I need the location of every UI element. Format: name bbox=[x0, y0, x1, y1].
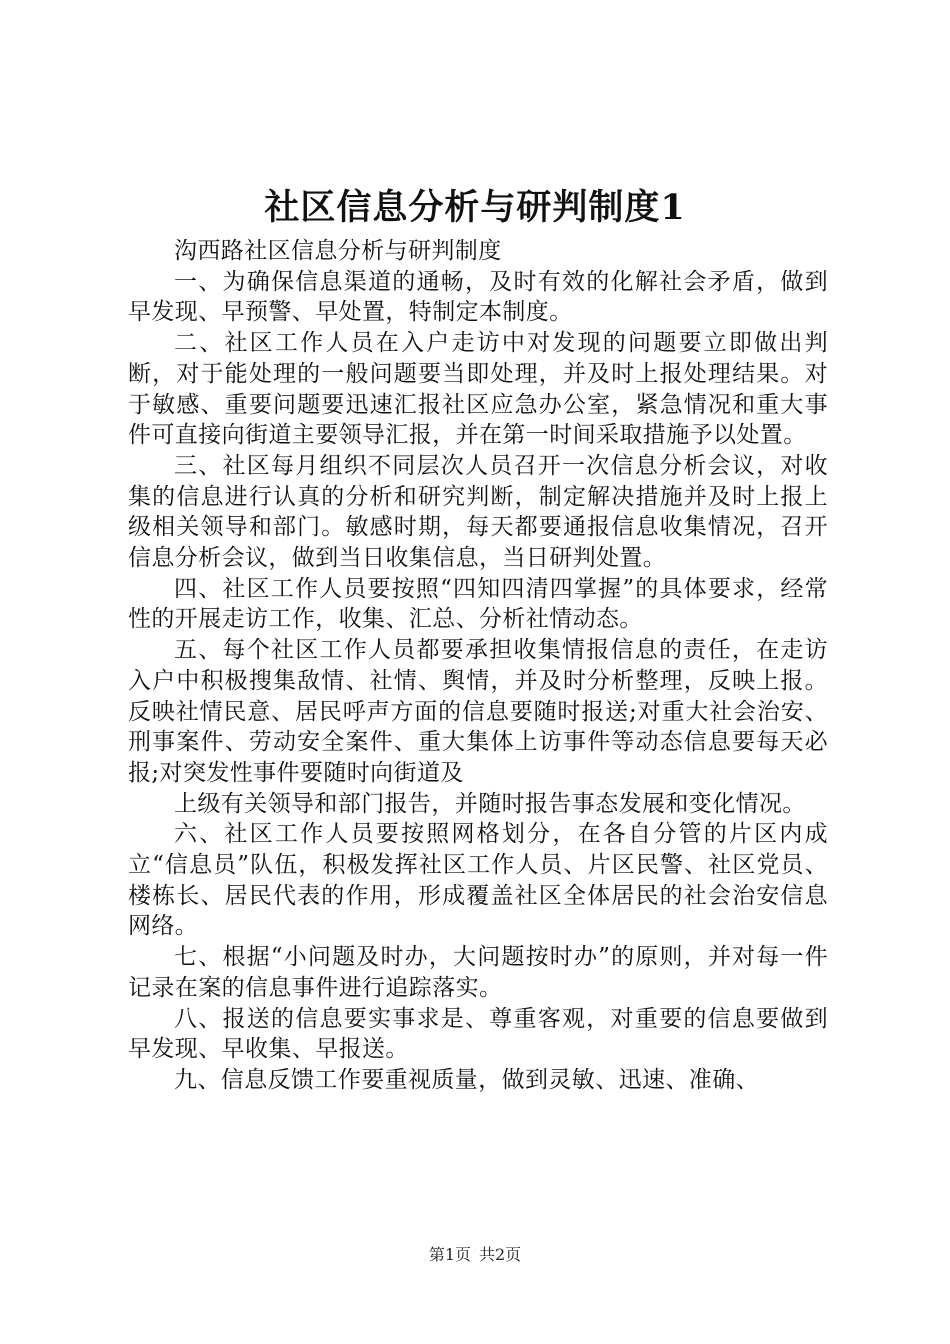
page-total: 共2页 bbox=[479, 1245, 522, 1264]
paragraph-2: 二、社区工作人员在入户走访中对发现的问题要立即做出判断，对于能处理的一般问题要当即处理，并及时上报处理结果。对于敏感、重要问题要迅速汇报社区应急办公室，紧急情况和重大事件可直接向街道主要领导汇报，并在第一时间采取措施予以处置。 bbox=[128, 330, 828, 449]
paragraph-4: 四、社区工作人员要按照“四知四清四掌握”的具体要求，经常性的开展走访工作，收集、汇总、分析社情动态。 bbox=[128, 575, 828, 633]
paragraph-1: 一、为确保信息渠道的通畅，及时有效的化解社会矛盾，做到早发现、早预警、早处置，特制定本制度。 bbox=[128, 268, 828, 326]
page-footer bbox=[0, 1243, 950, 1267]
paragraph-5: 五、每个社区工作人员都要承担收集情报信息的责任，在走访入户中积极搜集敌情、社情、舆情，并及时分析整理，反映上报。反映社情民意、居民呼声方面的信息要随时报送;对重大社会治安、刑事案件、劳动安全案件、重大集体上访事件等动态信息要每天必报;对突发性事件要随时向街道及 bbox=[128, 637, 828, 786]
paragraph-9: 九、信息反馈工作要重视质量，做到灵敏、迅速、准确、 bbox=[174, 1066, 759, 1093]
paragraph-subtitle: 沟西路社区信息分析与研判制度 bbox=[174, 238, 502, 264]
paragraph-8: 八、报送的信息要实事求是、尊重客观，对重要的信息要做到早发现、早收集、早报送。 bbox=[128, 1005, 828, 1063]
paragraph-6: 六、社区工作人员要按照网格划分，在各自分管的片区内成立“信息员”队伍，积极发挥社区工作人员、片区民警、社区党员、楼栋长、居民代表的作用，形成覆盖社区全体居民的社会治安信息网络。 bbox=[128, 821, 828, 940]
paragraph-5-continued: 上级有关领导和部门报告，并随时报告事态发展和变化情况。 bbox=[174, 790, 806, 817]
paragraph-3: 三、社区每月组织不同层次人员召开一次信息分析会议，对收集的信息进行认真的分析和研究判断，制定解决措施并及时上报上级相关领导和部门。敏感时期，每天都要通报信息收集情况，召开信息分析会议，做到当日收集信息，当日研判处置。 bbox=[128, 452, 828, 572]
document-body bbox=[128, 236, 828, 1096]
paragraph-7: 七、根据“小问题及时办，大问题按时办”的原则，并对每一件记录在案的信息事件进行追踪落实。 bbox=[128, 944, 828, 1001]
page-number: 第1页 bbox=[428, 1245, 471, 1264]
document-title: 社区信息分析与研判制度1 bbox=[264, 187, 686, 228]
